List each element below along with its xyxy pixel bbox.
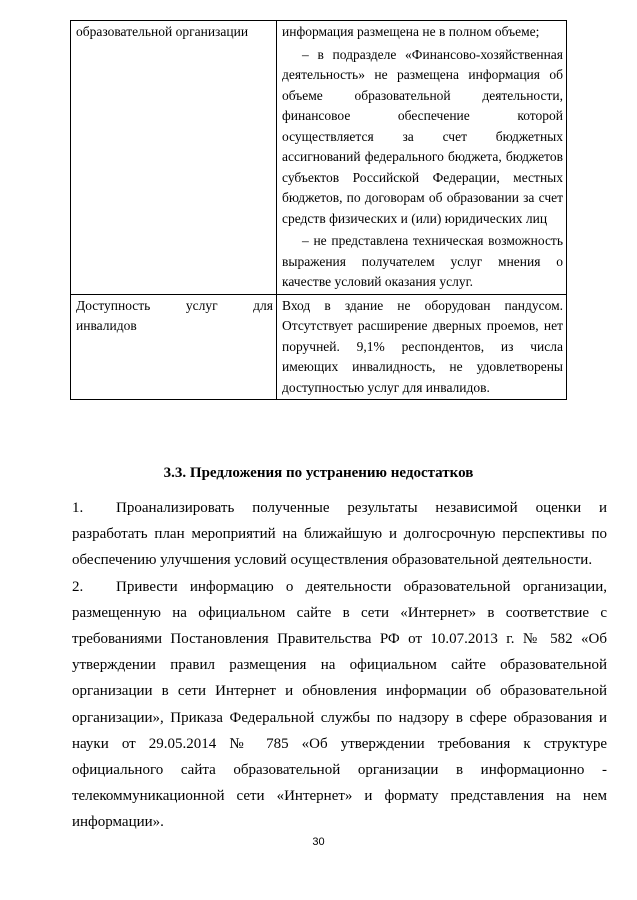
table-cell-criterion [71,294,277,400]
list-item [72,574,607,836]
criterion-label-line [76,296,273,317]
list-item [72,495,607,574]
criterion-word: услуг [185,297,218,313]
criterion-word: Доступность [76,297,151,313]
item-text: Привести информацию о деятельности образовательной организации, размещенную на официальном сайте в сети «Интернет» в соответствие с требованиями Постановления Правительства РФ от 10.07.2013 г. № 582 «Об утверждении правил размещения на официальном сайте образовательной организации в сети Интернет и обновления информации об образовательной организации», Приказа Федеральной службы по надзору в сфере образования и науки от 29.05.2014 № 785 «Об утверждении требования к структуре официального сайта образовательной организации в информационно - телекоммуникационной сети «Интернет» и формату представления на нем информации». [72,578,607,831]
criterion-word: инвалидов [76,318,137,333]
criterion-label: образовательной организации [76,24,249,39]
finding-intro: информация размещена не в полном объеме; [282,24,540,39]
finding-item: – в подразделе «Финансово-хозяйственная деятельность» не размещена информация об объеме образовательной деятельности, финансовое обеспечение которой осуществляется за счет бюджетных ассигнований федерального бюджета, бюджетов субъектов Российской Федерации, местных бюджетов, по договорам об образовании за счет средств физических и (или) юридических лиц [282,46,563,226]
item-text: Проанализировать полученные результаты независимой оценки и разработать план мероприятий на ближайшую и долгосрочную перспективы по обеспечению улучшения условий осуществления образовательной деятельности. [72,500,607,569]
criteria-table [70,20,567,400]
page-number: 30 [312,836,325,848]
table-cell-findings [277,21,567,295]
table-row [71,294,567,400]
table-cell-criterion [71,21,277,295]
finding-item: – не представлена техническая возможность выражения получателем услуг мнения о качестве условий оказания услуг. [282,233,563,289]
finding-text: Вход в здание не оборудован пандусом. Отсутствует расширение дверных проемов, нет поручней. 9,1% респондентов, из числа имеющих инвалидность, не удовлетворены доступностью услуг для инвалидов. [282,297,563,395]
criterion-word: для [253,297,273,313]
table-cell-findings [277,294,567,400]
table-row [71,21,567,295]
proposals-list [72,495,607,836]
item-number: 2. [72,578,84,595]
section-heading: 3.3. Предложения по устранению недостатков [163,465,474,481]
item-number: 1. [72,500,84,516]
